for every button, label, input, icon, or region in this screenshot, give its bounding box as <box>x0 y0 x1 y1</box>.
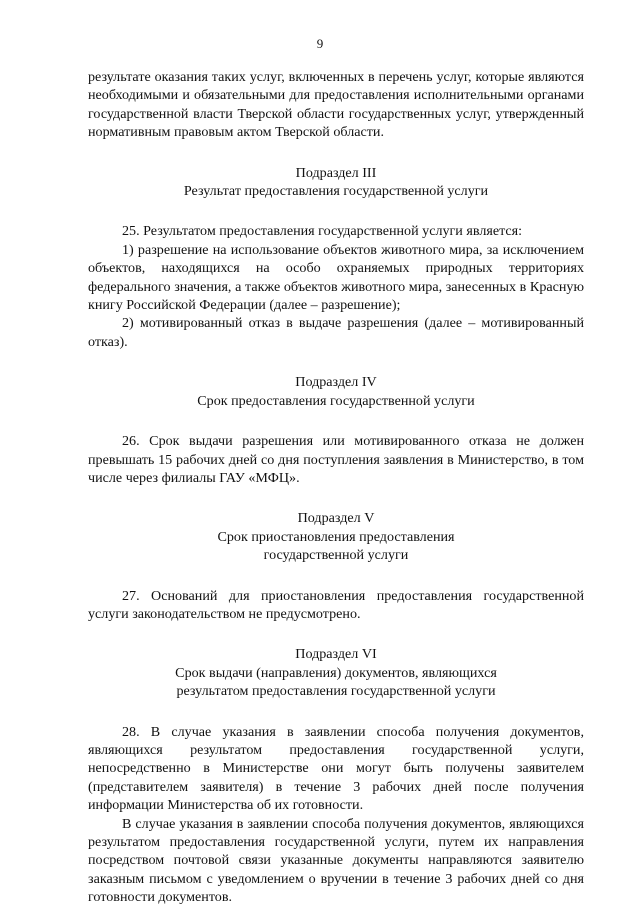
page-number: 9 <box>316 36 324 51</box>
document-body <box>88 68 584 907</box>
paragraph-28-continued: В случае указания в заявлении способа получения документов, являющихся результатом предоставления государственной услуги, путем их направления посредством почтовой связи указанные документы направляются заявителю заказным письмом с уведомлением о вручении в течение 3 рабочих дней со дня готовности документов. <box>88 815 584 906</box>
paragraph-25: 25. Результатом предоставления государственной услуги является: <box>122 223 523 240</box>
subsection-4-heading <box>88 373 584 410</box>
subsection-5-title-line-1: Срок приостановления предоставления <box>217 528 455 545</box>
subsection-5-title-line-2: государственной услуги <box>263 547 409 564</box>
paragraph-25-item-2: 2) мотивированный отказ в выдаче разрешения (далее – мотивированный отказ). <box>88 315 584 350</box>
subsection-5-number: Подраздел V <box>297 510 375 527</box>
subsection-6-heading <box>88 645 584 700</box>
subsection-3-heading <box>88 164 584 201</box>
paragraph-25-item-1: 1) разрешение на использование объектов животного мира, за исключением объектов, находящихся на особо охраняемых природных территориях федерального значения, а также объектов животного мира, занесенных в Красную книгу Российской Федерации (далее – разрешение); <box>88 241 584 314</box>
subsection-6-title-line-2: результатом предоставления государственной услуги <box>176 683 496 700</box>
subsection-6-number: Подраздел VI <box>295 646 377 663</box>
subsection-4-number: Подраздел IV <box>295 374 377 391</box>
paragraph-27: 27. Оснований для приостановления предоставления государственной услуги законодательством не предусмотрено. <box>88 587 584 622</box>
subsection-4-title: Срок предоставления государственной услуги <box>197 392 475 409</box>
paragraph-28: 28. В случае указания в заявлении способа получения документов, являющихся результатом предоставления государственной услуги, непосредственно в Министерстве они могут быть получены заявителем (представителем заявителя) в течение 3 рабочих дней после получения информации Министерства об их готовности. <box>88 723 584 814</box>
subsection-5-heading <box>88 509 584 564</box>
subsection-6-title-line-1: Срок выдачи (направления) документов, являющихся <box>175 664 497 681</box>
paragraph-26: 26. Срок выдачи разрешения или мотивированного отказа не должен превышать 15 рабочих дней со дня поступления заявления в Министерство, в том числе через филиалы ГАУ «МФЦ». <box>88 433 584 486</box>
subsection-3-number: Подраздел III <box>295 164 377 181</box>
subsection-3-title: Результат предоставления государственной услуги <box>183 183 489 200</box>
intro-paragraph: результате оказания таких услуг, включенных в перечень услуг, которые являются необходимыми и обязательными для предоставления исполнительными органами государственной власти Тверской области государственных услуг, утвержденный нормативным правовым актом Тверской области. <box>88 69 584 141</box>
